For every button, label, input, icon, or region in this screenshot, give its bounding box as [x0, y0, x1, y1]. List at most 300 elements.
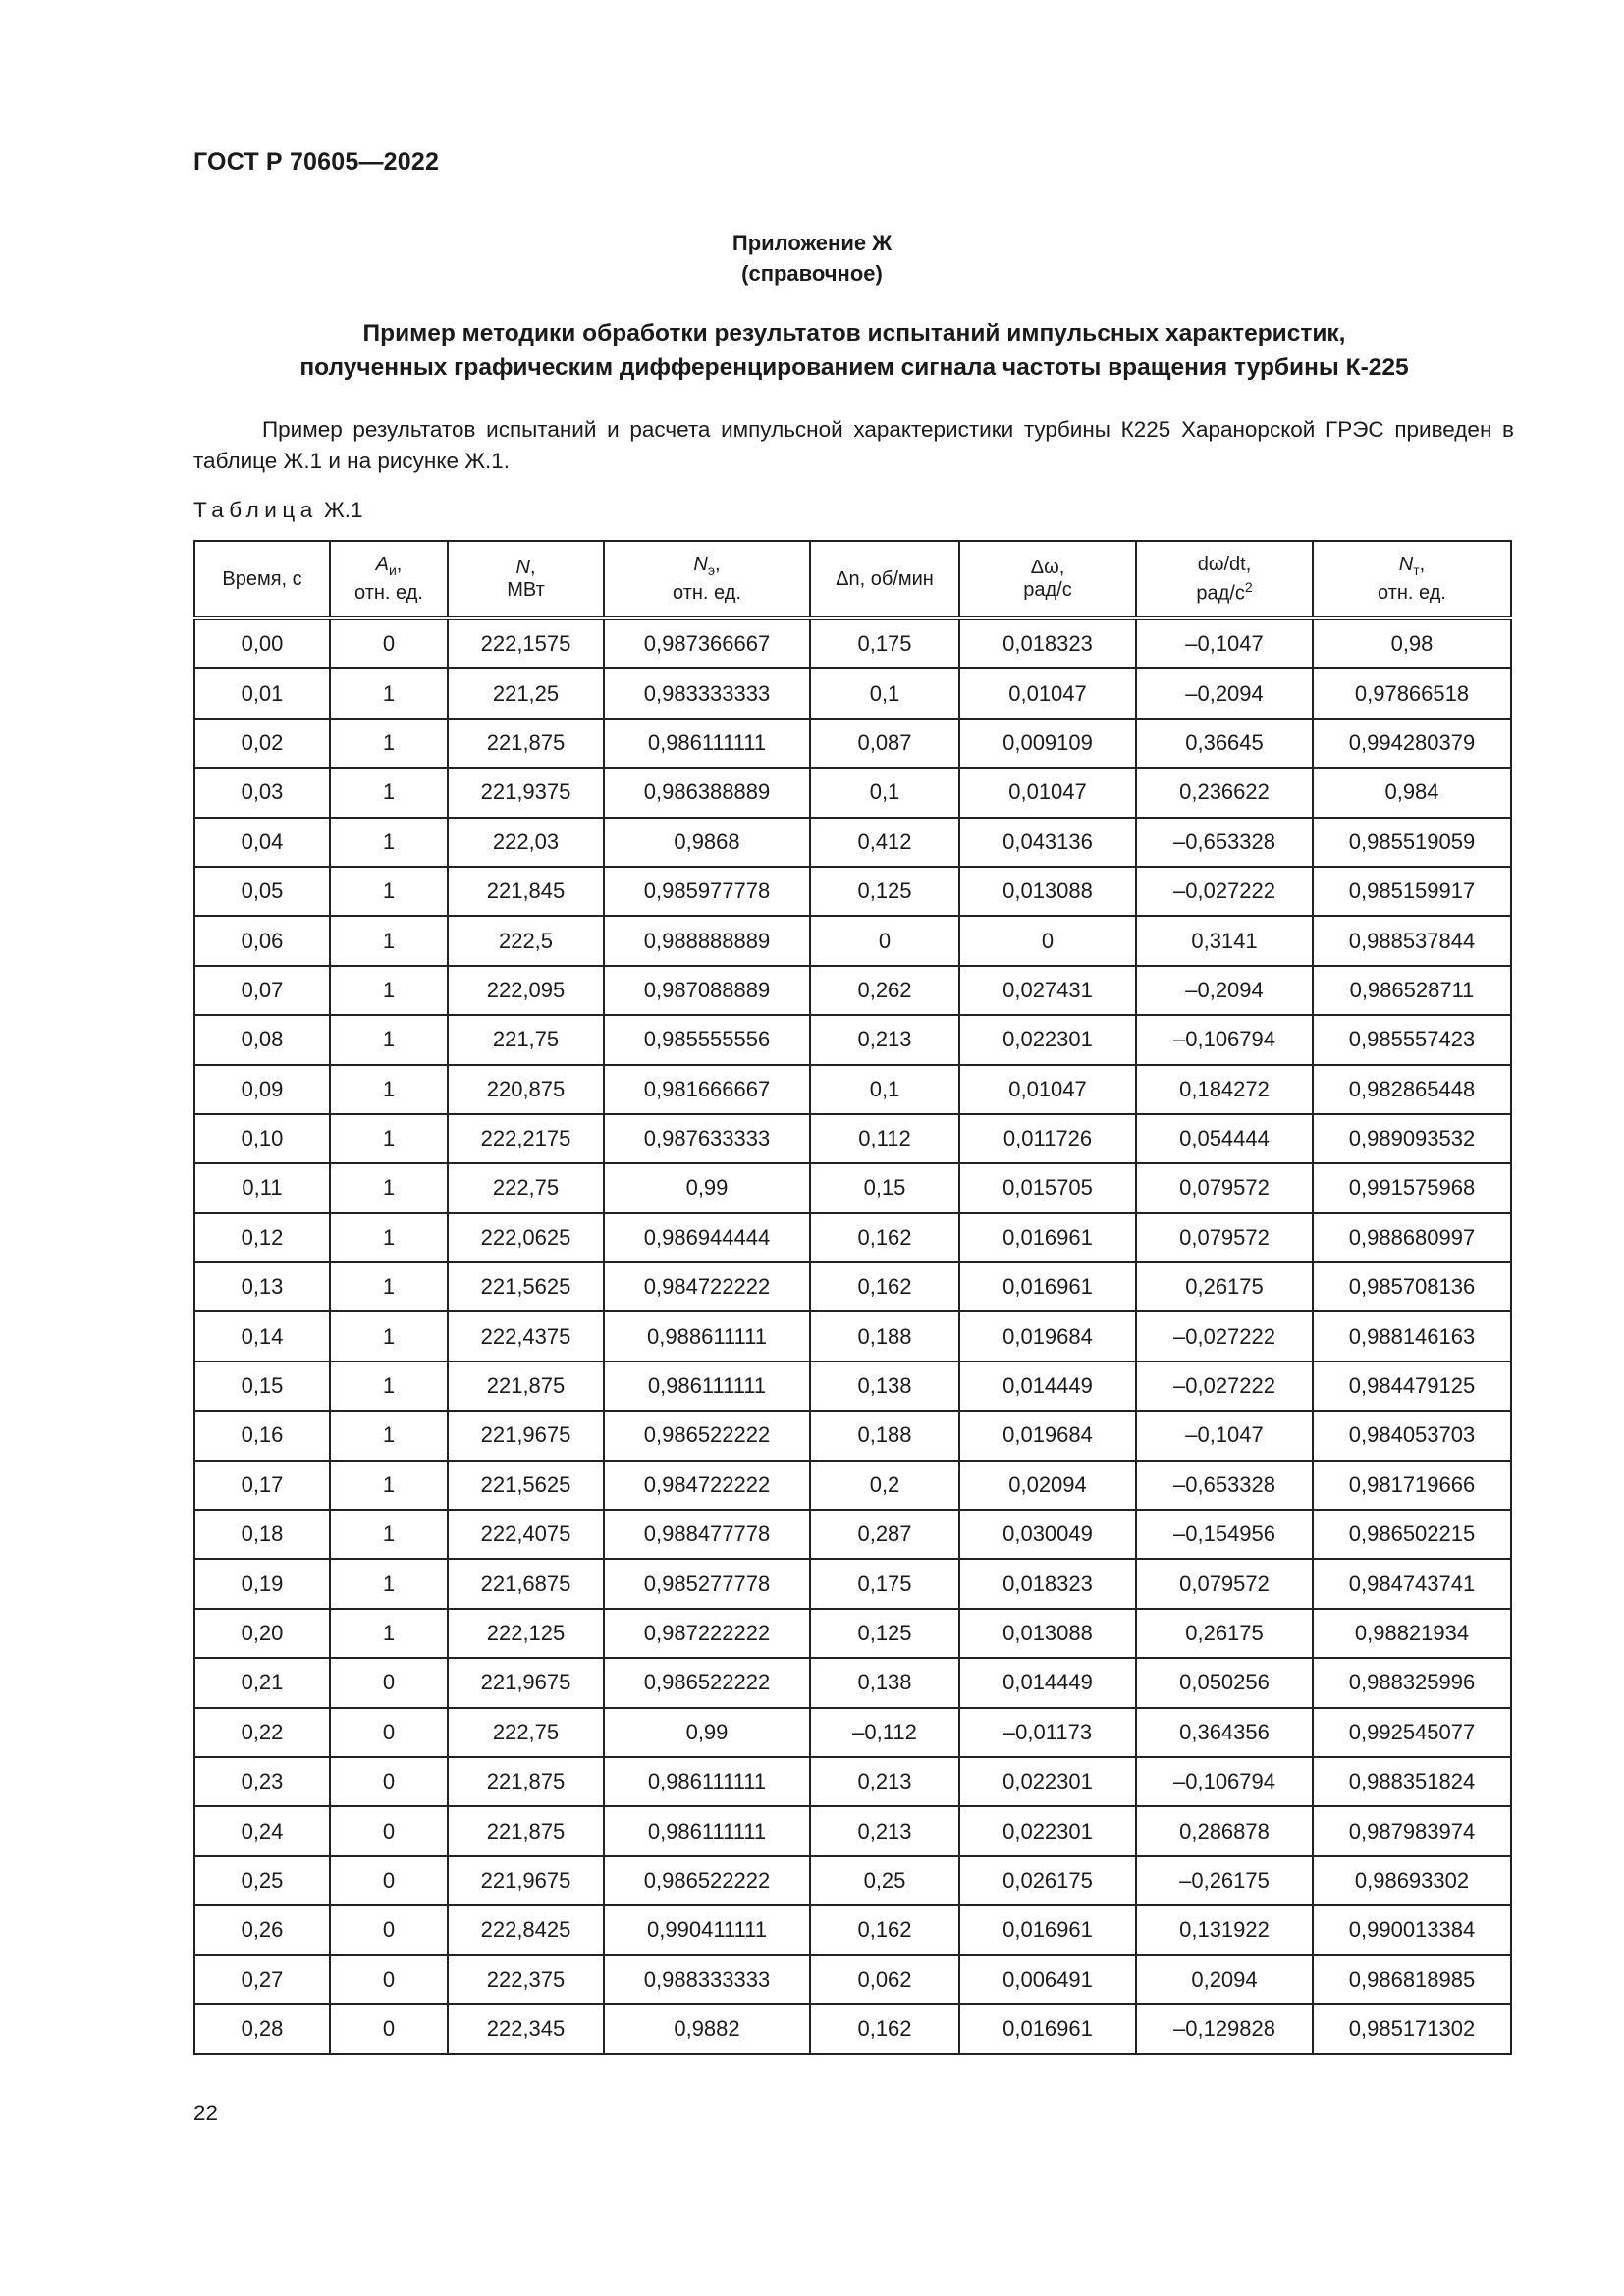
cell-delta-n: 0,087: [810, 719, 959, 768]
cell-n: 221,9675: [448, 1411, 604, 1460]
cell-delta-omega: 0,013088: [959, 867, 1136, 916]
table-caption-word: Таблица: [193, 498, 318, 522]
cell-n-e: 0,986944444: [604, 1213, 810, 1262]
header-n-symbol: N: [515, 557, 530, 578]
table-row: [194, 916, 1511, 965]
cell-n: 222,03: [448, 818, 604, 867]
cell-n-e: 0,990411111: [604, 1905, 810, 1954]
table-body: [194, 618, 1511, 2054]
header-n-e: [604, 541, 810, 618]
cell-a-i: 1: [330, 1510, 448, 1559]
cell-d-omega-dt: 0,3141: [1136, 916, 1313, 965]
cell-time: 0,27: [194, 1955, 330, 2004]
cell-d-omega-dt: 0,131922: [1136, 1905, 1313, 1954]
cell-d-omega-dt: –0,027222: [1136, 1311, 1313, 1361]
cell-n: 222,345: [448, 2004, 604, 2054]
cell-a-i: 0: [330, 1757, 448, 1806]
cell-d-omega-dt: 0,079572: [1136, 1559, 1313, 1608]
cell-delta-n: 0,412: [810, 818, 959, 867]
cell-delta-omega: 0,030049: [959, 1510, 1136, 1559]
table-row: [194, 1856, 1511, 1905]
cell-a-i: 1: [330, 1213, 448, 1262]
cell-n: 221,9675: [448, 1856, 604, 1905]
table-row: [194, 1806, 1511, 1855]
cell-time: 0,25: [194, 1856, 330, 1905]
cell-delta-n: 0,162: [810, 2004, 959, 2054]
appendix-status: (справочное): [741, 261, 883, 286]
cell-n-t: 0,985708136: [1313, 1262, 1511, 1311]
cell-n-t: 0,984743741: [1313, 1559, 1511, 1608]
cell-delta-n: –0,112: [810, 1708, 959, 1757]
cell-delta-n: 0,25: [810, 1856, 959, 1905]
header-n-t: [1313, 541, 1511, 618]
cell-delta-n: 0,162: [810, 1213, 959, 1262]
table-row: [194, 1658, 1511, 1707]
cell-n-e: 0,9868: [604, 818, 810, 867]
cell-time: 0,12: [194, 1213, 330, 1262]
cell-n-t: 0,98821934: [1313, 1609, 1511, 1658]
cell-n-e: 0,987088889: [604, 966, 810, 1015]
cell-n-t: 0,988325996: [1313, 1658, 1511, 1707]
cell-n-e: 0,986111111: [604, 1362, 810, 1411]
cell-n: 221,9675: [448, 1658, 604, 1707]
header-a-i-unit: отн. ед.: [354, 582, 423, 604]
header-time: [194, 541, 330, 618]
cell-delta-omega: 0,016961: [959, 1262, 1136, 1311]
cell-a-i: 1: [330, 1609, 448, 1658]
table-row: [194, 1163, 1511, 1212]
header-n-e-unit: отн. ед.: [673, 582, 741, 604]
appendix-title-line-1: Пример методики обработки результатов испытаний импульсных характеристик,: [362, 320, 1346, 347]
cell-d-omega-dt: –0,027222: [1136, 1362, 1313, 1411]
cell-a-i: 1: [330, 768, 448, 817]
cell-n-t: 0,986502215: [1313, 1510, 1511, 1559]
cell-n-t: 0,985557423: [1313, 1015, 1511, 1064]
cell-delta-omega: 0,026175: [959, 1856, 1136, 1905]
cell-n-t: 0,988146163: [1313, 1311, 1511, 1361]
cell-time: 0,20: [194, 1609, 330, 1658]
header-a-i: [330, 541, 448, 618]
cell-time: 0,06: [194, 916, 330, 965]
cell-delta-omega: 0,014449: [959, 1658, 1136, 1707]
cell-d-omega-dt: 0,054444: [1136, 1114, 1313, 1163]
cell-n-e: 0,988888889: [604, 916, 810, 965]
cell-n: 220,875: [448, 1065, 604, 1114]
cell-delta-n: 0,175: [810, 618, 959, 668]
cell-n-t: 0,989093532: [1313, 1114, 1511, 1163]
cell-n: 221,5625: [448, 1262, 604, 1311]
cell-n-e: 0,9882: [604, 2004, 810, 2054]
cell-n-t: 0,984479125: [1313, 1362, 1511, 1411]
header-n-e-suffix: ,: [715, 554, 721, 575]
cell-d-omega-dt: 0,050256: [1136, 1658, 1313, 1707]
cell-n-t: 0,994280379: [1313, 719, 1511, 768]
cell-delta-omega: 0,006491: [959, 1955, 1136, 2004]
cell-n-t: 0,97866518: [1313, 668, 1511, 718]
table-row: [194, 1065, 1511, 1114]
header-delta-omega-symbol: Δω,: [1030, 557, 1065, 578]
header-n-t-sub: т: [1413, 562, 1420, 578]
cell-n: 222,375: [448, 1955, 604, 2004]
cell-n-e: 0,986522222: [604, 1411, 810, 1460]
cell-time: 0,13: [194, 1262, 330, 1311]
table-caption: [193, 498, 363, 523]
cell-time: 0,22: [194, 1708, 330, 1757]
cell-n-e: 0,986522222: [604, 1856, 810, 1905]
cell-time: 0,23: [194, 1757, 330, 1806]
cell-n-t: 0,98: [1313, 618, 1511, 668]
cell-delta-n: 0,2: [810, 1461, 959, 1510]
cell-n-t: 0,985159917: [1313, 867, 1511, 916]
cell-time: 0,24: [194, 1806, 330, 1855]
header-d-omega-dt: [1136, 541, 1313, 618]
cell-a-i: 1: [330, 668, 448, 718]
cell-d-omega-dt: –0,106794: [1136, 1015, 1313, 1064]
cell-a-i: 1: [330, 1411, 448, 1460]
table-row: [194, 1411, 1511, 1460]
cell-delta-omega: 0,016961: [959, 2004, 1136, 2054]
cell-a-i: 0: [330, 1905, 448, 1954]
cell-n-e: 0,984722222: [604, 1262, 810, 1311]
cell-time: 0,01: [194, 668, 330, 718]
header-n-t-symbol: N: [1398, 554, 1414, 575]
table-row: [194, 867, 1511, 916]
cell-n-t: 0,988680997: [1313, 1213, 1511, 1262]
cell-n-t: 0,992545077: [1313, 1708, 1511, 1757]
cell-n: 222,75: [448, 1708, 604, 1757]
cell-n-e: 0,986388889: [604, 768, 810, 817]
cell-n: 222,0625: [448, 1213, 604, 1262]
header-d-omega-dt-symbol: dω/dt,: [1197, 553, 1252, 575]
cell-time: 0,04: [194, 818, 330, 867]
cell-a-i: 1: [330, 719, 448, 768]
cell-n-e: 0,984722222: [604, 1461, 810, 1510]
cell-delta-omega: –0,01173: [959, 1708, 1136, 1757]
cell-delta-omega: 0: [959, 916, 1136, 965]
cell-d-omega-dt: 0,36645: [1136, 719, 1313, 768]
cell-time: 0,18: [194, 1510, 330, 1559]
table-caption-number: Ж.1: [324, 498, 363, 522]
cell-delta-n: 0,1: [810, 768, 959, 817]
cell-a-i: 1: [330, 1065, 448, 1114]
appendix-label: Приложение Ж: [731, 231, 893, 255]
cell-n: 222,8425: [448, 1905, 604, 1954]
cell-delta-n: 0,15: [810, 1163, 959, 1212]
table-row: [194, 1461, 1511, 1510]
cell-time: 0,19: [194, 1559, 330, 1608]
table-row: [194, 1362, 1511, 1411]
table-row: [194, 1262, 1511, 1311]
cell-n: 221,75: [448, 1015, 604, 1064]
cell-delta-n: 0,188: [810, 1311, 959, 1361]
cell-d-omega-dt: –0,1047: [1136, 618, 1313, 668]
cell-delta-omega: 0,011726: [959, 1114, 1136, 1163]
cell-time: 0,17: [194, 1461, 330, 1510]
cell-n-t: 0,987983974: [1313, 1806, 1511, 1855]
cell-n-e: 0,985977778: [604, 867, 810, 916]
cell-n-e: 0,985555556: [604, 1015, 810, 1064]
intro-paragraph: Пример результатов испытаний и расчета импульсной характеристики турбины К225 Харанорской ГРЭС приведен в таблице Ж.1 и на рисунке Ж.1.: [193, 417, 1514, 473]
cell-time: 0,03: [194, 768, 330, 817]
cell-d-omega-dt: –0,1047: [1136, 1411, 1313, 1460]
cell-delta-omega: 0,016961: [959, 1905, 1136, 1954]
cell-a-i: 1: [330, 1163, 448, 1212]
header-n: [448, 541, 604, 618]
cell-n-e: 0,985277778: [604, 1559, 810, 1608]
cell-d-omega-dt: 0,184272: [1136, 1065, 1313, 1114]
header-a-i-sub: и: [388, 562, 397, 578]
table-row: [194, 1955, 1511, 2004]
cell-n-e: 0,987366667: [604, 618, 810, 668]
cell-n-t: 0,984: [1313, 768, 1511, 817]
cell-n-t: 0,98693302: [1313, 1856, 1511, 1905]
header-n-t-suffix: ,: [1419, 554, 1426, 575]
cell-d-omega-dt: 0,079572: [1136, 1213, 1313, 1262]
cell-n: 221,845: [448, 867, 604, 916]
cell-delta-n: 0: [810, 916, 959, 965]
cell-time: 0,02: [194, 719, 330, 768]
header-delta-omega: [959, 541, 1136, 618]
table-header-row: [194, 541, 1511, 618]
cell-n: 222,095: [448, 966, 604, 1015]
appendix-heading: [0, 228, 1624, 289]
table-row: [194, 1510, 1511, 1559]
cell-delta-n: 0,138: [810, 1658, 959, 1707]
page-number: 22: [193, 2101, 219, 2125]
table-row: [194, 818, 1511, 867]
cell-delta-omega: 0,014449: [959, 1362, 1136, 1411]
cell-delta-omega: 0,009109: [959, 719, 1136, 768]
cell-n-e: 0,987222222: [604, 1609, 810, 1658]
cell-n-t: 0,986528711: [1313, 966, 1511, 1015]
cell-delta-n: 0,262: [810, 966, 959, 1015]
cell-delta-n: 0,125: [810, 1609, 959, 1658]
cell-a-i: 0: [330, 1806, 448, 1855]
cell-delta-omega: 0,018323: [959, 618, 1136, 668]
header-n-suffix: ,: [529, 557, 536, 578]
table-row: [194, 966, 1511, 1015]
cell-delta-n: 0,175: [810, 1559, 959, 1608]
cell-d-omega-dt: 0,079572: [1136, 1163, 1313, 1212]
table-row: [194, 1559, 1511, 1608]
cell-a-i: 0: [330, 618, 448, 668]
cell-d-omega-dt: –0,2094: [1136, 668, 1313, 718]
cell-d-omega-dt: –0,027222: [1136, 867, 1313, 916]
header-delta-n-label: Δn, об/мин: [836, 567, 934, 590]
cell-n-t: 0,984053703: [1313, 1411, 1511, 1460]
cell-delta-n: 0,162: [810, 1905, 959, 1954]
cell-n: 221,25: [448, 668, 604, 718]
table-row: [194, 1708, 1511, 1757]
cell-delta-n: 0,112: [810, 1114, 959, 1163]
header-delta-omega-unit: рад/с: [1023, 579, 1072, 601]
cell-delta-omega: 0,019684: [959, 1311, 1136, 1361]
cell-a-i: 1: [330, 1461, 448, 1510]
cell-n-t: 0,985171302: [1313, 2004, 1511, 2054]
cell-n: 222,4075: [448, 1510, 604, 1559]
cell-delta-omega: 0,016961: [959, 1213, 1136, 1262]
cell-delta-n: 0,1: [810, 668, 959, 718]
cell-delta-omega: 0,01047: [959, 768, 1136, 817]
cell-time: 0,00: [194, 618, 330, 668]
cell-a-i: 0: [330, 1708, 448, 1757]
cell-delta-omega: 0,022301: [959, 1757, 1136, 1806]
cell-d-omega-dt: –0,653328: [1136, 1461, 1313, 1510]
cell-delta-omega: 0,043136: [959, 818, 1136, 867]
table-row: [194, 618, 1511, 668]
table-row: [194, 1905, 1511, 1954]
header-a-i-symbol: A: [375, 554, 389, 575]
table-row: [194, 719, 1511, 768]
cell-delta-omega: 0,013088: [959, 1609, 1136, 1658]
cell-n: 221,875: [448, 1806, 604, 1855]
cell-d-omega-dt: –0,653328: [1136, 818, 1313, 867]
cell-n: 221,875: [448, 1362, 604, 1411]
header-d-omega-dt-unit-sup: 2: [1244, 578, 1253, 595]
cell-a-i: 1: [330, 1015, 448, 1064]
cell-d-omega-dt: 0,364356: [1136, 1708, 1313, 1757]
cell-n-e: 0,988333333: [604, 1955, 810, 2004]
cell-n-t: 0,982865448: [1313, 1065, 1511, 1114]
cell-delta-omega: 0,027431: [959, 966, 1136, 1015]
cell-n: 221,6875: [448, 1559, 604, 1608]
cell-delta-omega: 0,022301: [959, 1806, 1136, 1855]
cell-time: 0,16: [194, 1411, 330, 1460]
cell-d-omega-dt: –0,26175: [1136, 1856, 1313, 1905]
cell-time: 0,15: [194, 1362, 330, 1411]
cell-n: 221,5625: [448, 1461, 604, 1510]
header-d-omega-dt-unit: рад/с: [1196, 582, 1245, 605]
cell-delta-n: 0,213: [810, 1757, 959, 1806]
cell-delta-n: 0,162: [810, 1262, 959, 1311]
cell-d-omega-dt: 0,2094: [1136, 1955, 1313, 2004]
cell-d-omega-dt: 0,286878: [1136, 1806, 1313, 1855]
cell-time: 0,26: [194, 1905, 330, 1954]
header-n-unit: МВт: [507, 579, 545, 601]
cell-a-i: 0: [330, 1955, 448, 2004]
header-n-e-sub: э: [707, 562, 716, 578]
cell-delta-omega: 0,01047: [959, 668, 1136, 718]
table-row: [194, 1609, 1511, 1658]
cell-n-t: 0,988537844: [1313, 916, 1511, 965]
cell-delta-n: 0,213: [810, 1015, 959, 1064]
cell-a-i: 1: [330, 867, 448, 916]
cell-time: 0,05: [194, 867, 330, 916]
cell-n-e: 0,986111111: [604, 1757, 810, 1806]
cell-n-t: 0,985519059: [1313, 818, 1511, 867]
cell-n-e: 0,988477778: [604, 1510, 810, 1559]
cell-delta-omega: 0,022301: [959, 1015, 1136, 1064]
cell-d-omega-dt: –0,106794: [1136, 1757, 1313, 1806]
cell-n: 221,9375: [448, 768, 604, 817]
cell-n-t: 0,991575968: [1313, 1163, 1511, 1212]
cell-n-e: 0,99: [604, 1163, 810, 1212]
cell-d-omega-dt: 0,26175: [1136, 1609, 1313, 1658]
cell-delta-n: 0,062: [810, 1955, 959, 2004]
cell-n: 221,875: [448, 719, 604, 768]
cell-time: 0,28: [194, 2004, 330, 2054]
cell-n-t: 0,981719666: [1313, 1461, 1511, 1510]
cell-n-e: 0,983333333: [604, 668, 810, 718]
cell-n: 222,75: [448, 1163, 604, 1212]
cell-delta-n: 0,213: [810, 1806, 959, 1855]
header-time-label: Время, с: [222, 567, 302, 590]
cell-a-i: 1: [330, 1362, 448, 1411]
cell-n-e: 0,988611111: [604, 1311, 810, 1361]
cell-delta-omega: 0,019684: [959, 1411, 1136, 1460]
cell-time: 0,09: [194, 1065, 330, 1114]
cell-delta-omega: 0,015705: [959, 1163, 1136, 1212]
cell-n-t: 0,986818985: [1313, 1955, 1511, 2004]
cell-time: 0,08: [194, 1015, 330, 1064]
cell-d-omega-dt: –0,129828: [1136, 2004, 1313, 2054]
header-delta-n: [810, 541, 959, 618]
document-code: ГОСТ Р 70605—2022: [193, 148, 440, 176]
header-n-e-symbol: N: [693, 554, 708, 575]
appendix-title: [147, 316, 1561, 385]
cell-time: 0,11: [194, 1163, 330, 1212]
cell-delta-omega: 0,01047: [959, 1065, 1136, 1114]
cell-n: 222,125: [448, 1609, 604, 1658]
cell-n-e: 0,987633333: [604, 1114, 810, 1163]
cell-n: 221,875: [448, 1757, 604, 1806]
cell-a-i: 0: [330, 1658, 448, 1707]
cell-delta-n: 0,287: [810, 1510, 959, 1559]
header-n-t-unit: отн. ед.: [1378, 582, 1446, 604]
cell-n-e: 0,986522222: [604, 1658, 810, 1707]
cell-n-e: 0,981666667: [604, 1065, 810, 1114]
table-row: [194, 768, 1511, 817]
cell-a-i: 1: [330, 1114, 448, 1163]
cell-d-omega-dt: –0,2094: [1136, 966, 1313, 1015]
cell-d-omega-dt: 0,236622: [1136, 768, 1313, 817]
table-row: [194, 1114, 1511, 1163]
cell-n-t: 0,988351824: [1313, 1757, 1511, 1806]
cell-a-i: 1: [330, 818, 448, 867]
cell-a-i: 0: [330, 2004, 448, 2054]
cell-n: 222,4375: [448, 1311, 604, 1361]
cell-n: 222,1575: [448, 618, 604, 668]
cell-a-i: 1: [330, 1559, 448, 1608]
table-row: [194, 1757, 1511, 1806]
cell-delta-omega: 0,02094: [959, 1461, 1136, 1510]
cell-a-i: 1: [330, 1262, 448, 1311]
table-row: [194, 1015, 1511, 1064]
cell-delta-n: 0,125: [810, 867, 959, 916]
cell-n-e: 0,986111111: [604, 1806, 810, 1855]
cell-a-i: 0: [330, 1856, 448, 1905]
table-row: [194, 668, 1511, 718]
results-table: [193, 540, 1512, 2055]
header-a-i-suffix: ,: [396, 554, 403, 575]
cell-time: 0,14: [194, 1311, 330, 1361]
cell-delta-n: 0,188: [810, 1411, 959, 1460]
cell-delta-n: 0,138: [810, 1362, 959, 1411]
cell-delta-omega: 0,018323: [959, 1559, 1136, 1608]
appendix-title-line-2: полученных графическим дифференцированием сигнала частоты вращения турбины К-225: [299, 354, 1409, 381]
cell-n-e: 0,99: [604, 1708, 810, 1757]
table-row: [194, 1213, 1511, 1262]
cell-a-i: 1: [330, 966, 448, 1015]
table-row: [194, 2004, 1511, 2054]
cell-n: 222,5: [448, 916, 604, 965]
cell-n: 222,2175: [448, 1114, 604, 1163]
cell-n-e: 0,986111111: [604, 719, 810, 768]
cell-time: 0,10: [194, 1114, 330, 1163]
cell-delta-n: 0,1: [810, 1065, 959, 1114]
cell-n-t: 0,990013384: [1313, 1905, 1511, 1954]
cell-a-i: 1: [330, 1311, 448, 1361]
